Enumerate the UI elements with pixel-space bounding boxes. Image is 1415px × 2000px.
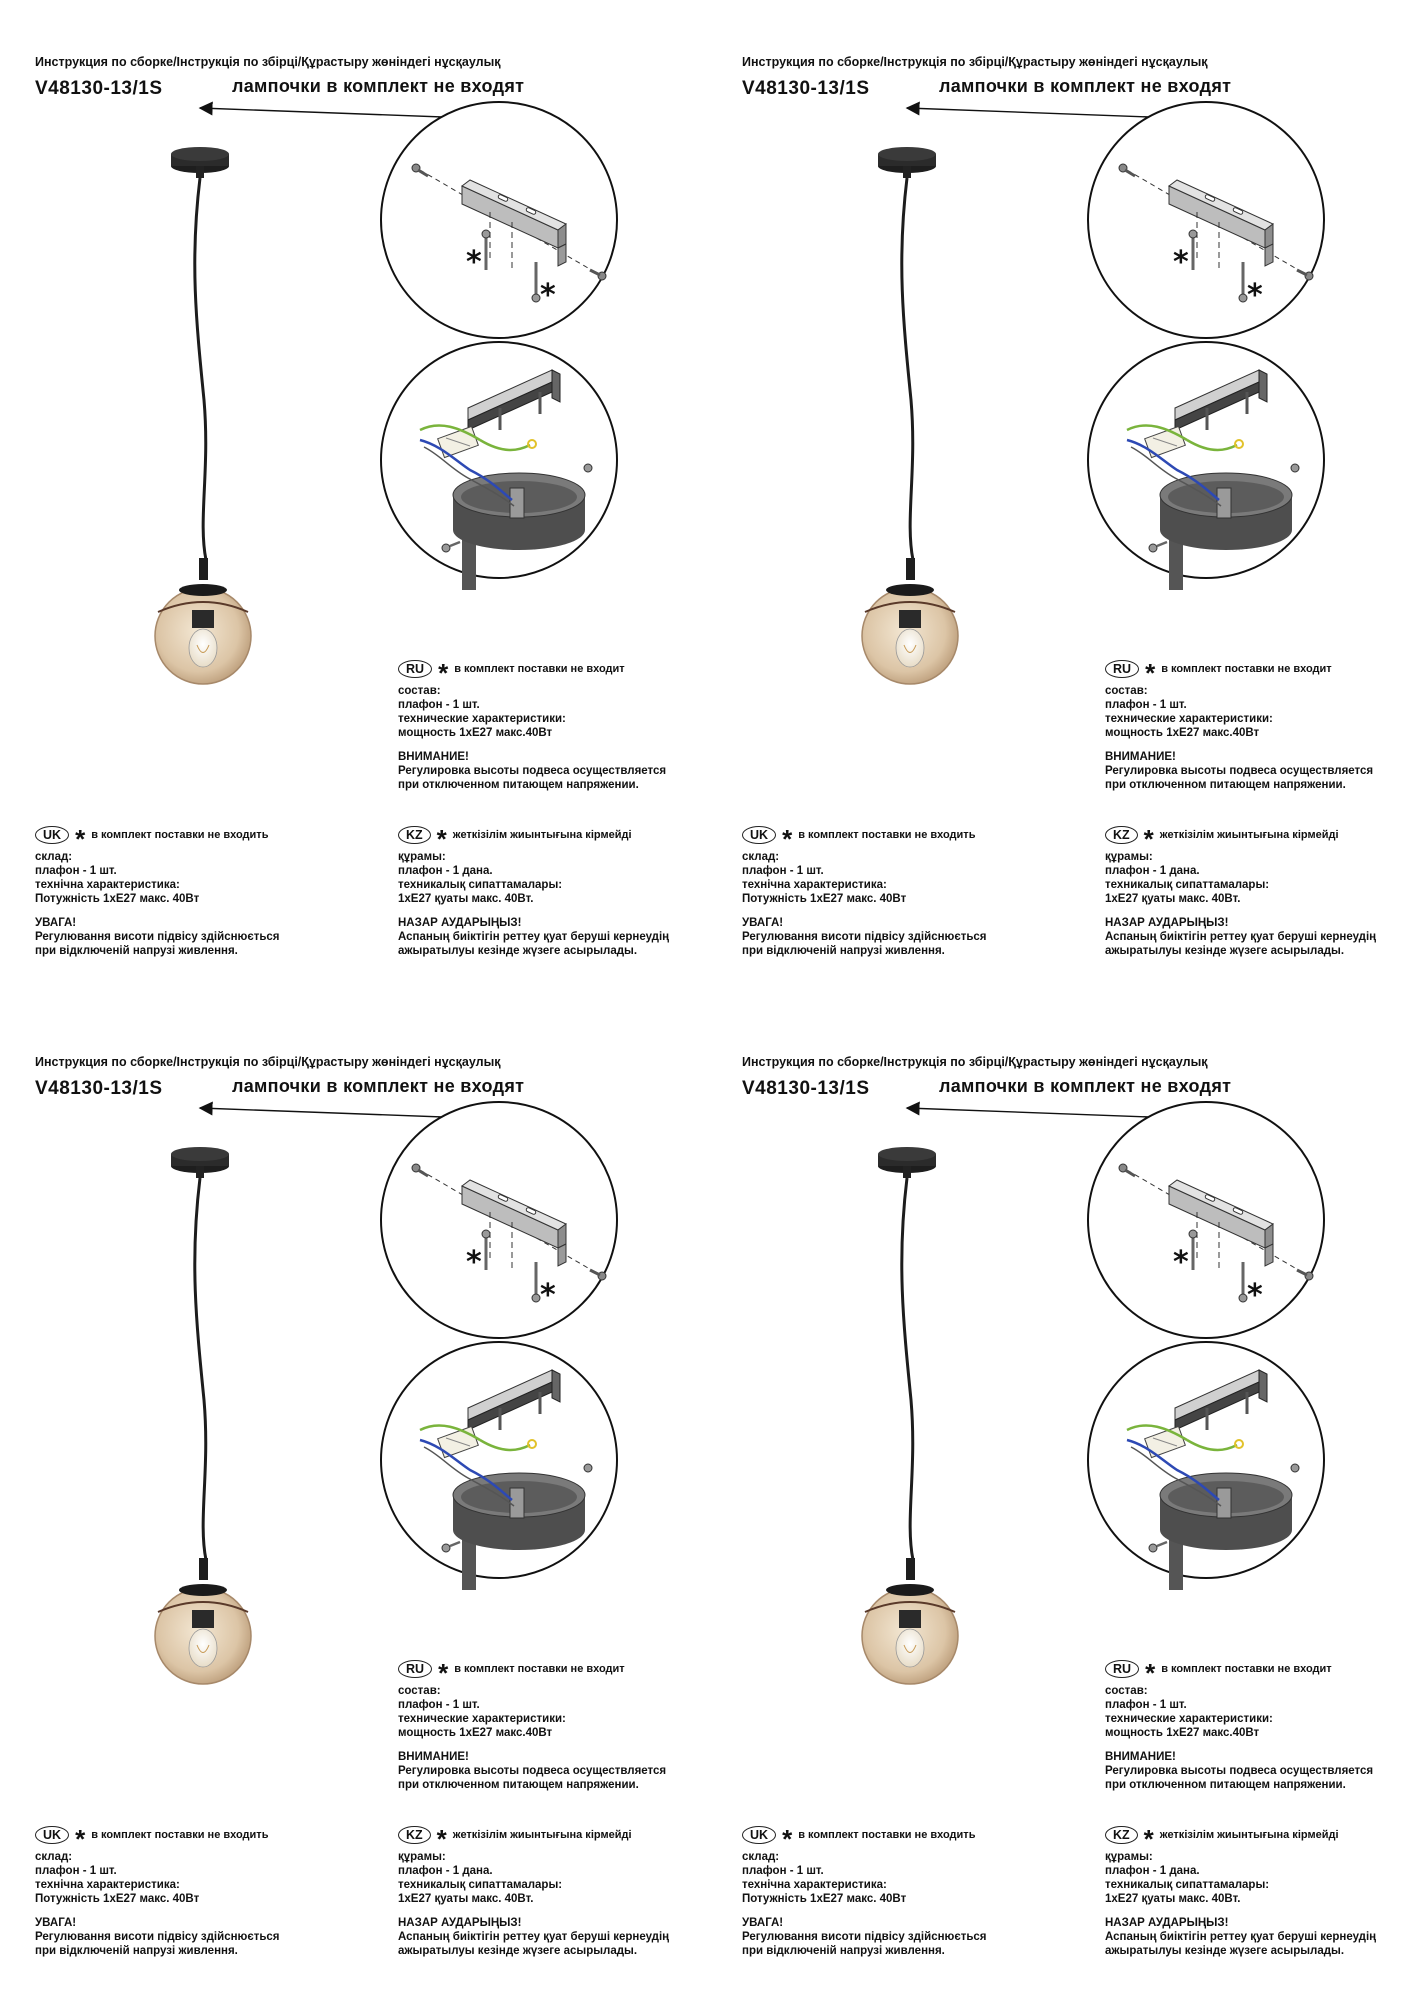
- screw-icon: [1291, 1464, 1299, 1472]
- not-included-asterisk: *: [782, 1824, 793, 1854]
- kz-spec-line: техникалық сипаттамалары:: [398, 879, 563, 891]
- ru-warning-title: ВНИМАНИЕ!: [1105, 1751, 1176, 1763]
- ru-warning-line: при отключенном питающем напряжении.: [1105, 1779, 1346, 1791]
- kz-spec-line: 1xE27 қуаты макс. 40Вт.: [398, 1893, 534, 1905]
- ru-language-badge: RU: [1105, 1660, 1139, 1678]
- uk-not-included-note: в комплект поставки не входить: [798, 1829, 976, 1841]
- ru-spec-line: мощность 1xE27 макс.40Вт: [1105, 1727, 1260, 1739]
- ru-instructions: [1105, 660, 1373, 792]
- ru-warning-title: ВНИМАНИЕ!: [398, 751, 469, 763]
- kz-warning-line: ажыратылуы кезінде жүзеге асырылады.: [1105, 945, 1345, 957]
- detail-circle-wiring: [381, 1342, 617, 1590]
- not-included-asterisk: *: [436, 1824, 447, 1854]
- kz-warning-line: Аспаның биіктігін реттеу қуат беруші кернеудің: [1105, 931, 1377, 943]
- uk-warning-line: при відключеній напрузі живлення.: [35, 1945, 238, 1957]
- detail-circle-bracket: [1088, 1102, 1324, 1338]
- not-included-asterisk: *: [1143, 1824, 1154, 1854]
- ru-not-included-note: в комплект поставки не входит: [1161, 1663, 1332, 1675]
- kz-spec-line: плафон - 1 дана.: [398, 865, 493, 877]
- bulbs-not-included-note: лампочки в комплект не входят: [939, 76, 1232, 96]
- uk-warning-line: Регулювання висоти підвісу здійснюється: [35, 931, 280, 943]
- instruction-sheet: [0, 1000, 707, 2000]
- uk-spec-line: Потужність 1xE27 макс. 40Вт: [742, 893, 907, 905]
- ru-spec-line: технические характеристики:: [398, 1713, 566, 1725]
- ru-warning-line: Регулировка высоты подвеса осуществляется: [398, 1765, 667, 1777]
- ru-spec-line: плафон - 1 шт.: [1105, 699, 1187, 711]
- kz-language-badge: KZ: [1105, 1826, 1138, 1844]
- kz-not-included-note: жеткізілім жиынтығына кірмейді: [452, 1829, 632, 1841]
- kz-warning-line: Аспаның биіктігін реттеу қуат беруші кернеудің: [1105, 1931, 1377, 1943]
- uk-warning-title: УВАГА!: [35, 917, 77, 929]
- ru-spec-line: технические характеристики:: [1105, 1713, 1273, 1725]
- detail-circle-wiring: [381, 342, 617, 590]
- kz-spec-line: құрамы:: [398, 1851, 446, 1863]
- ru-language-badge: RU: [1105, 660, 1139, 678]
- ru-spec-line: мощность 1xE27 макс.40Вт: [1105, 727, 1260, 739]
- kz-spec-line: 1xE27 қуаты макс. 40Вт.: [398, 893, 534, 905]
- not-included-asterisk: *: [75, 1824, 86, 1854]
- detail-pointer-arrow: [907, 108, 1177, 118]
- uk-spec-line: плафон - 1 шт.: [35, 865, 117, 877]
- ru-spec-line: состав:: [398, 1685, 441, 1697]
- ru-warning-title: ВНИМАНИЕ!: [1105, 751, 1176, 763]
- screw-icon: [584, 464, 592, 472]
- uk-spec-line: Потужність 1xE27 макс. 40Вт: [35, 1893, 200, 1905]
- screw-icon: [584, 1464, 592, 1472]
- ru-instructions: [1105, 1660, 1373, 1792]
- kz-warning-title: НАЗАР АУДАРЫҢЫЗ!: [398, 917, 522, 929]
- kz-instructions: [398, 1826, 669, 1958]
- kz-spec-line: плафон - 1 дана.: [1105, 865, 1200, 877]
- ru-spec-line: плафон - 1 шт.: [1105, 1699, 1187, 1711]
- detail-circle-bracket: [1088, 102, 1324, 338]
- not-included-asterisk: *: [466, 1245, 482, 1280]
- uk-spec-line: склад:: [35, 1851, 73, 1863]
- uk-warning-title: УВАГА!: [35, 1917, 77, 1929]
- bulbs-not-included-note: лампочки в комплект не входят: [232, 76, 525, 96]
- detail-circle-wiring: [1088, 1342, 1324, 1590]
- instruction-sheet: [707, 0, 1414, 1000]
- uk-warning-line: Регулювання висоти підвісу здійснюється: [35, 1931, 280, 1943]
- not-included-asterisk: *: [782, 824, 793, 854]
- instruction-sheet: [0, 0, 707, 1000]
- not-included-asterisk: *: [438, 658, 449, 688]
- kz-spec-line: техникалық сипаттамалары:: [1105, 1879, 1270, 1891]
- not-included-asterisk: *: [540, 1278, 556, 1313]
- ru-not-included-note: в комплект поставки не входит: [454, 663, 625, 675]
- ru-spec-line: мощность 1xE27 макс.40Вт: [398, 727, 553, 739]
- ru-spec-line: плафон - 1 шт.: [398, 1699, 480, 1711]
- ru-spec-line: состав:: [1105, 685, 1148, 697]
- instruction-title: Инструкция по сборке/Інструкція по збірці/Құрастыру жөніндегі нұсқаулық: [742, 1055, 1208, 1069]
- ru-warning-line: при отключенном питающем напряжении.: [398, 1779, 639, 1791]
- ru-warning-line: Регулировка высоты подвеса осуществляется: [398, 765, 667, 777]
- kz-instructions: [1105, 1826, 1376, 1958]
- not-included-asterisk: *: [1145, 658, 1156, 688]
- ru-language-badge: RU: [398, 660, 432, 678]
- ru-not-included-note: в комплект поставки не входит: [454, 1663, 625, 1675]
- kz-spec-line: плафон - 1 дана.: [398, 1865, 493, 1877]
- kz-language-badge: KZ: [398, 826, 431, 844]
- ru-warning-line: Регулировка высоты подвеса осуществляется: [1105, 1765, 1374, 1777]
- ru-warning-line: при отключенном питающем напряжении.: [1105, 779, 1346, 791]
- not-included-asterisk: *: [1145, 1658, 1156, 1688]
- model-number: V48130-13/1S: [742, 1078, 870, 1099]
- screw-icon: [1291, 464, 1299, 472]
- kz-instructions: [1105, 826, 1376, 958]
- model-number: V48130-13/1S: [742, 78, 870, 99]
- uk-warning-line: при відключеній напрузі живлення.: [742, 1945, 945, 1957]
- kz-warning-title: НАЗАР АУДАРЫҢЫЗ!: [398, 1917, 522, 1929]
- ru-warning-line: Регулировка высоты подвеса осуществляется: [1105, 765, 1374, 777]
- kz-spec-line: 1xE27 қуаты макс. 40Вт.: [1105, 893, 1241, 905]
- detail-circle-bracket: [381, 1102, 617, 1338]
- uk-warning-line: Регулювання висоти підвісу здійснюється: [742, 1931, 987, 1943]
- not-included-asterisk: *: [1173, 245, 1189, 280]
- detail-circle-bracket: [381, 102, 617, 338]
- not-included-asterisk: *: [466, 245, 482, 280]
- kz-spec-line: плафон - 1 дана.: [1105, 1865, 1200, 1877]
- uk-spec-line: плафон - 1 шт.: [742, 1865, 824, 1877]
- uk-instructions: [35, 826, 280, 958]
- kz-warning-line: ажыратылуы кезінде жүзеге асырылады.: [398, 1945, 638, 1957]
- kz-spec-line: 1xE27 қуаты макс. 40Вт.: [1105, 1893, 1241, 1905]
- ru-not-included-note: в комплект поставки не входит: [1161, 663, 1332, 675]
- ru-warning-title: ВНИМАНИЕ!: [398, 1751, 469, 1763]
- uk-spec-line: плафон - 1 шт.: [742, 865, 824, 877]
- not-included-asterisk: *: [1173, 1245, 1189, 1280]
- kz-warning-title: НАЗАР АУДАРЫҢЫЗ!: [1105, 1917, 1229, 1929]
- kz-not-included-note: жеткізілім жиынтығына кірмейді: [1159, 829, 1339, 841]
- kz-warning-title: НАЗАР АУДАРЫҢЫЗ!: [1105, 917, 1229, 929]
- ru-language-badge: RU: [398, 1660, 432, 1678]
- not-included-asterisk: *: [540, 278, 556, 313]
- not-included-asterisk: *: [1143, 824, 1154, 854]
- uk-language-badge: UK: [35, 1826, 69, 1844]
- uk-language-badge: UK: [35, 826, 69, 844]
- uk-instructions: [35, 1826, 280, 1958]
- detail-pointer-arrow: [200, 1108, 470, 1118]
- uk-not-included-note: в комплект поставки не входить: [91, 1829, 269, 1841]
- ru-spec-line: технические характеристики:: [398, 713, 566, 725]
- not-included-asterisk: *: [75, 824, 86, 854]
- uk-spec-line: технічна характеристика:: [35, 879, 180, 891]
- kz-spec-line: құрамы:: [1105, 1851, 1153, 1863]
- pendant-lamp-illustration: [155, 1147, 251, 1684]
- uk-spec-line: технічна характеристика:: [742, 879, 887, 891]
- uk-spec-line: технічна характеристика:: [35, 1879, 180, 1891]
- pendant-lamp-illustration: [155, 147, 251, 684]
- model-number: V48130-13/1S: [35, 1078, 163, 1099]
- ru-spec-line: состав:: [398, 685, 441, 697]
- instruction-title: Инструкция по сборке/Інструкція по збірці/Құрастыру жөніндегі нұсқаулық: [35, 1055, 501, 1069]
- kz-language-badge: KZ: [398, 1826, 431, 1844]
- bulbs-not-included-note: лампочки в комплект не входят: [232, 1076, 525, 1096]
- ru-spec-line: технические характеристики:: [1105, 713, 1273, 725]
- uk-spec-line: Потужність 1xE27 макс. 40Вт: [742, 1893, 907, 1905]
- bulbs-not-included-note: лампочки в комплект не входят: [939, 1076, 1232, 1096]
- detail-pointer-arrow: [907, 1108, 1177, 1118]
- kz-warning-line: ажыратылуы кезінде жүзеге асырылады.: [1105, 1945, 1345, 1957]
- kz-warning-line: Аспаның биіктігін реттеу қуат беруші кернеудің: [398, 1931, 670, 1943]
- not-included-asterisk: *: [1247, 278, 1263, 313]
- instruction-title: Инструкция по сборке/Інструкція по збірці/Құрастыру жөніндегі нұсқаулық: [35, 55, 501, 69]
- not-included-asterisk: *: [438, 1658, 449, 1688]
- kz-instructions: [398, 826, 669, 958]
- uk-not-included-note: в комплект поставки не входить: [798, 829, 976, 841]
- uk-warning-line: при відключеній напрузі живлення.: [742, 945, 945, 957]
- uk-spec-line: Потужність 1xE27 макс. 40Вт: [35, 893, 200, 905]
- ru-instructions: [398, 1660, 666, 1792]
- uk-instructions: [742, 826, 987, 958]
- uk-spec-line: склад:: [35, 851, 73, 863]
- model-number: V48130-13/1S: [35, 78, 163, 99]
- uk-warning-line: при відключеній напрузі живлення.: [35, 945, 238, 957]
- instruction-sheet: [707, 1000, 1414, 2000]
- ru-spec-line: состав:: [1105, 1685, 1148, 1697]
- pendant-lamp-illustration: [862, 1147, 958, 1684]
- uk-spec-line: технічна характеристика:: [742, 1879, 887, 1891]
- uk-language-badge: UK: [742, 1826, 776, 1844]
- kz-spec-line: құрамы:: [1105, 851, 1153, 863]
- uk-warning-title: УВАГА!: [742, 917, 784, 929]
- ru-instructions: [398, 660, 666, 792]
- uk-spec-line: плафон - 1 шт.: [35, 1865, 117, 1877]
- kz-not-included-note: жеткізілім жиынтығына кірмейді: [1159, 1829, 1339, 1841]
- detail-pointer-arrow: [200, 108, 470, 118]
- ru-warning-line: при отключенном питающем напряжении.: [398, 779, 639, 791]
- detail-circle-wiring: [1088, 342, 1324, 590]
- ru-spec-line: плафон - 1 шт.: [398, 699, 480, 711]
- instruction-title: Инструкция по сборке/Інструкція по збірці/Құрастыру жөніндегі нұсқаулық: [742, 55, 1208, 69]
- uk-spec-line: склад:: [742, 851, 780, 863]
- not-included-asterisk: *: [436, 824, 447, 854]
- kz-spec-line: техникалық сипаттамалары:: [1105, 879, 1270, 891]
- kz-warning-line: ажыратылуы кезінде жүзеге асырылады.: [398, 945, 638, 957]
- kz-warning-line: Аспаның биіктігін реттеу қуат беруші кернеудің: [398, 931, 670, 943]
- kz-spec-line: техникалық сипаттамалары:: [398, 1879, 563, 1891]
- kz-spec-line: құрамы:: [398, 851, 446, 863]
- kz-language-badge: KZ: [1105, 826, 1138, 844]
- kz-not-included-note: жеткізілім жиынтығына кірмейді: [452, 829, 632, 841]
- uk-spec-line: склад:: [742, 1851, 780, 1863]
- pendant-lamp-illustration: [862, 147, 958, 684]
- uk-warning-title: УВАГА!: [742, 1917, 784, 1929]
- uk-instructions: [742, 1826, 987, 1958]
- not-included-asterisk: *: [1247, 1278, 1263, 1313]
- uk-language-badge: UK: [742, 826, 776, 844]
- ru-spec-line: мощность 1xE27 макс.40Вт: [398, 1727, 553, 1739]
- uk-not-included-note: в комплект поставки не входить: [91, 829, 269, 841]
- uk-warning-line: Регулювання висоти підвісу здійснюється: [742, 931, 987, 943]
